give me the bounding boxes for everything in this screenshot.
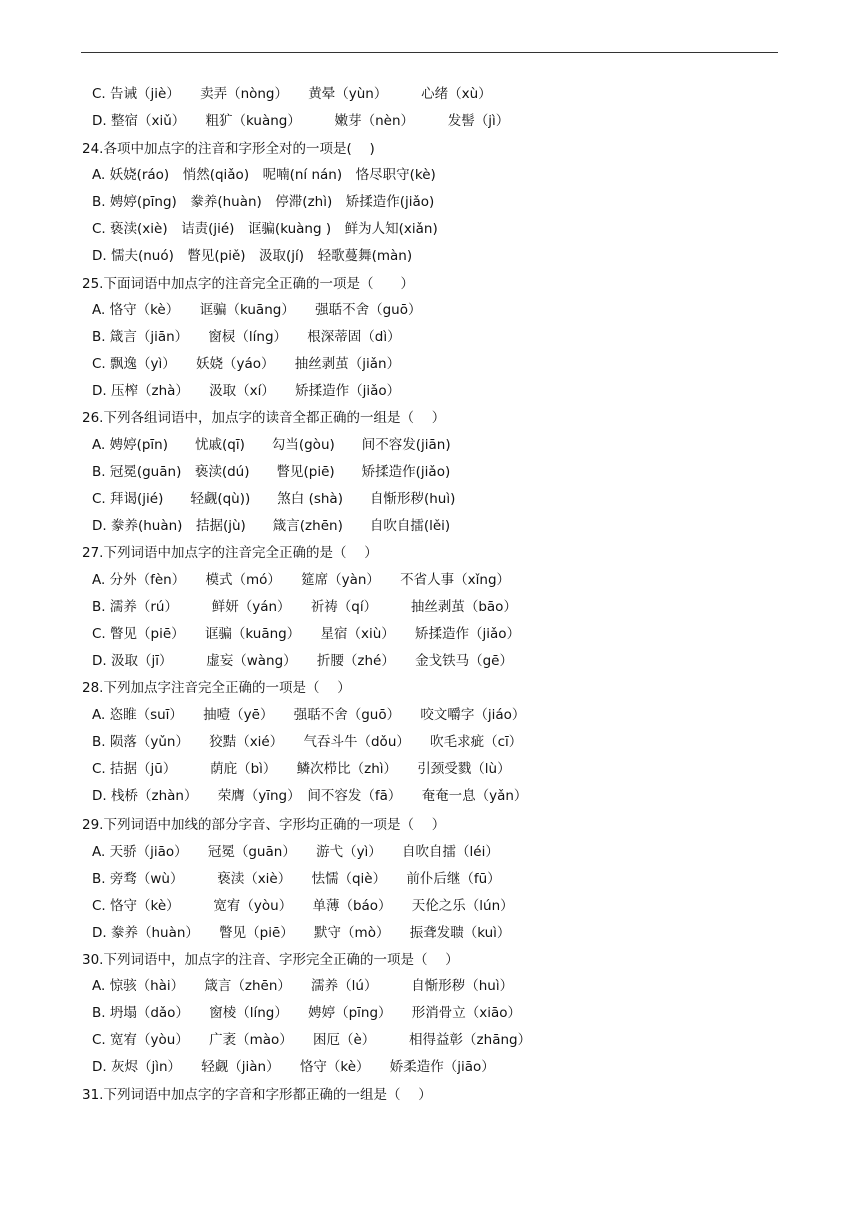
option-line: A. 分外（fèn） 模式（mó） 筵席（yàn） 不省人事（xǐng）	[92, 572, 511, 588]
option-line: D. 整宿（xiǔ） 粗犷（kuàng） 嫩芽（nèn） 发髻（jì）	[92, 113, 510, 129]
option-line: A. 天骄（jiāo） 冠冕（guān） 游弋（yì） 自吹自擂（léi）	[92, 844, 499, 860]
question-27: 27.下列词语中加点字的注音完全正确的是（ ）	[82, 545, 378, 561]
option-line: D. 汲取（jī） 虚妄（wàng） 折腰（zhé） 金戈铁马（gē）	[92, 653, 513, 669]
question-31: 31.下列词语中加点字的字音和字形都正确的一组是（ ）	[82, 1087, 432, 1103]
option-line: C. 拮据（jū） 荫庇（bì） 鳞次栉比（zhì） 引颈受戮（lù）	[92, 761, 511, 777]
option-line: D. 栈桥（zhàn） 荣膺（yīng） 间不容发（fā） 奄奄一息（yǎn）	[92, 788, 528, 804]
question-26: 26.下列各组词语中，加点字的读音全都正确的一组是（ ）	[82, 410, 446, 426]
option-line: B. 箴言（jiān） 窗棂（líng） 根深蒂固（dì）	[92, 329, 401, 345]
option-line: A. 娉婷(pīn) 忧戚(qī) 勾当(gòu) 间不容发(jiān)	[92, 437, 451, 453]
option-line: A. 恪守（kè） 诓骗（kuāng） 强聒不舍（guō）	[92, 302, 422, 318]
option-line: C. 瞥见（piē） 诓骗（kuāng） 星宿（xiù） 矫揉造作（jiǎo）	[92, 626, 521, 642]
option-line: B. 旁骛（wù） 亵渎（xiè） 怯懦（qiè） 前仆后继（fū）	[92, 871, 501, 887]
option-line: A. 妖娆(ráo) 悄然(qiǎo) 呢喃(ní nán) 恪尽职守(kè)	[92, 167, 436, 183]
question-28: 28.下列加点字注音完全正确的一项是（ ）	[82, 680, 351, 696]
question-29: 29.下列词语中加线的部分字音、字形均正确的一项是（ ）	[82, 817, 446, 833]
option-line: C. 恪守（kè） 宽宥（yòu） 单薄（báo） 天伦之乐（lún）	[92, 898, 514, 914]
option-line: C. 宽宥（yòu） 广袤（mào） 困厄（è） 相得益彰（zhāng）	[92, 1032, 532, 1048]
option-line: C. 亵渎(xiè) 诘责(jié) 诓骗(kuàng ) 鲜为人知(xiǎn)	[92, 221, 438, 237]
option-line: B. 冠冕(guān) 亵渎(dú) 瞥见(piē) 矫揉造作(jiǎo)	[92, 464, 451, 480]
option-line: D. 压榨（zhà） 汲取（xí） 矫揉造作（jiǎo）	[92, 383, 401, 399]
question-24: 24.各项中加点字的注音和字形全对的一项是( )	[82, 141, 375, 157]
option-line: C. 拜谒(jié) 轻觑(qù)) 煞白 (shà) 自惭形秽(huì)	[92, 491, 456, 507]
option-line: B. 坍塌（dǎo） 窗棱（líng） 娉婷（pīng） 形消骨立（xiāo）	[92, 1005, 522, 1021]
option-line: C. 告诫（jiè） 卖弄（nòng） 黄晕（yùn） 心绪（xù）	[92, 86, 492, 102]
option-line: D. 豢养（huàn） 瞥见（piē） 默守（mò） 振聋发聩（kuì）	[92, 925, 511, 941]
option-line: D. 灰烬（jìn） 轻觑（jiàn） 恪守（kè） 娇柔造作（jiāo）	[92, 1059, 495, 1075]
option-line: C. 飘逸（yì） 妖娆（yáo） 抽丝剥茧（jiǎn）	[92, 356, 401, 372]
option-line: B. 娉婷(pīng) 豢养(huàn) 停滞(zhì) 矫揉造作(jiǎo)	[92, 194, 435, 210]
option-line: B. 濡养（rú） 鲜妍（yán） 祈祷（qí） 抽丝剥茧（bāo）	[92, 599, 517, 615]
option-line: B. 陨落（yǔn） 狡黠（xié） 气吞斗牛（dǒu） 吹毛求疵（cī）	[92, 734, 523, 750]
option-line: D. 懦夫(nuó) 瞥见(piě) 汲取(jí) 轻歌蔓舞(màn)	[92, 248, 413, 264]
option-line: D. 豢养(huàn) 拮据(jù) 箴言(zhēn) 自吹自擂(lěi)	[92, 518, 451, 534]
option-line: A. 惊骇（hài） 箴言（zhēn） 濡养（lú） 自惭形秽（huì）	[92, 978, 514, 994]
question-30: 30.下列词语中，加点字的注音、字形完全正确的一项是（ ）	[82, 952, 459, 968]
question-25: 25.下面词语中加点字的注音完全正确的一项是（ ）	[82, 276, 414, 292]
option-line: A. 恣睢（suī） 抽噎（yē） 强聒不舍（guō） 咬文嚼字（jiáo）	[92, 707, 526, 723]
